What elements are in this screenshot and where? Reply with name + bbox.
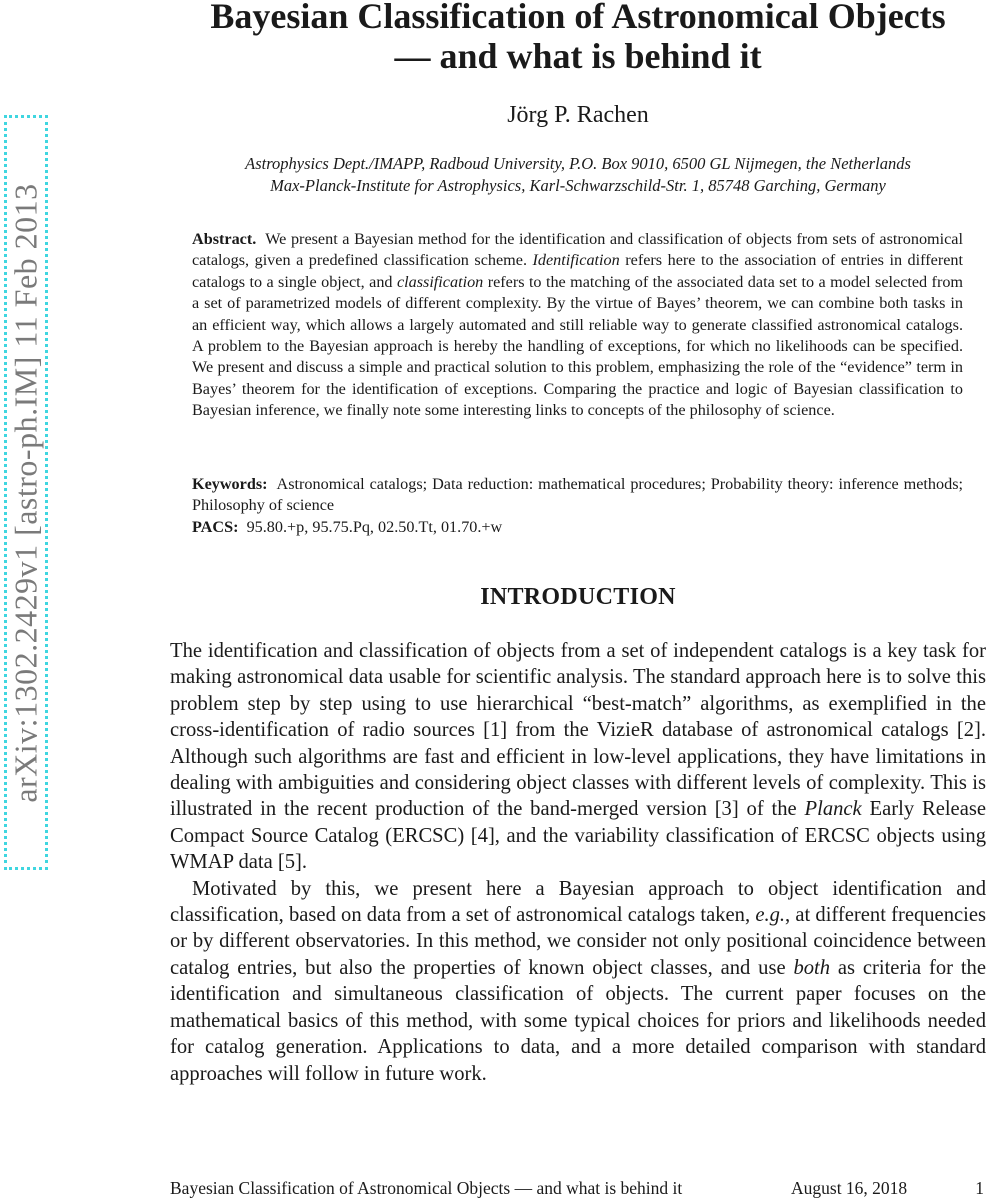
pacs-line: [192, 517, 963, 538]
abstract: [192, 229, 963, 422]
affiliation-1: Astrophysics Dept./IMAPP, Radboud University, P.O. Box 9010, 6500 GL Nijmegen, the Netherlands: [245, 154, 911, 173]
abstract-text-1: We present a Bayesian method for the identification and classification of objects from sets of astronomical catalogs, given a predefined classification scheme.: [192, 230, 963, 270]
title-line-2: — and what is behind it: [394, 36, 762, 76]
keywords-block: [192, 474, 963, 538]
intro-p2-emphasis-both: both: [793, 956, 831, 979]
intro-p2-emphasis-eg: e.g.: [755, 904, 786, 927]
footer-date: August 16, 2018: [791, 1178, 908, 1198]
page-number: 1: [975, 1178, 984, 1198]
intro-p1-text-b: Early Release Compact Source Catalog (ERCSC) [4], and the variability classification of ERCSC objects using WMAP data [5].: [170, 798, 986, 874]
abstract-term-identification: Identification: [532, 251, 620, 270]
intro-p1-emphasis: Planck: [804, 798, 862, 821]
keywords-label: Keywords:: [192, 475, 268, 493]
title-line-1: Bayesian Classification of Astronomical Objects: [210, 0, 946, 36]
author-name: Jörg P. Rachen: [507, 102, 649, 128]
intro-p2-text-b: , at different frequencies or by different observatories. In this method, we consider not only positional coincidence between catalog entries, but also the properties of known object classes, and use: [170, 904, 986, 979]
abstract-text-2: refers here to the association of entries in different catalogs to a single object, and: [192, 251, 963, 291]
keywords-line: [192, 474, 963, 517]
abstract-paragraph: [192, 229, 963, 422]
intro-p1-text-a: The identification and classification of objects from a set of independent catalogs is a key task for making astronomical data usable for scientific analysis. The standard approach here is to solve this problem step by step using to use hierarchical “best-match” algorithms, as exemplified in the cross-identification of radio sources [1] from the VizieR database of astronomical catalogs [2]. Although such algorithms are fast and efficient in low-level applications, they have limitations in dealing with ambiguities and considering object classes with different levels of complexity. This is illustrated in the recent production of the band-merged version [3] of the: [170, 640, 986, 821]
section-heading: INTRODUCTION: [480, 584, 676, 610]
pacs-text: 95.80.+p, 95.75.Pq, 02.50.Tt, 01.70.+w: [246, 517, 503, 536]
abstract-text-3: refers to the matching of the associated data set to a model selected from a set of parametrized models of different complexity. By the virtue of Bayes’ theorem, we can combine both tasks in an efficient way, which allows a largely automated and still reliable way to generate classified astronomical catalogs. A problem to the Bayesian approach is hereby the handling of exceptions, for which no likelihoods can be specified. We present and discuss a simple and practical solution to this problem, emphasizing the role of the “evidence” term in Bayes’ theorem for the identification of exceptions. Comparing the practice and logic of Bayesian classification to Bayesian inference, we finally note some interesting links to concepts of the philosophy of science.: [192, 272, 964, 420]
arxiv-identifier: arXiv:1302.2429v1 [astro-ph.IM] 11 Feb 2013: [7, 182, 44, 803]
intro-paragraph-2: [170, 876, 986, 1087]
introduction-body: [170, 638, 986, 1087]
pacs-label: PACS:: [192, 517, 239, 536]
arxiv-stamp: [4, 115, 48, 870]
abstract-term-classification: classification: [396, 272, 484, 291]
abstract-label: Abstract.: [192, 230, 257, 248]
affiliation-2: Max-Planck-Institute for Astrophysics, Karl-Schwarzschild-Str. 1, 85748 Garching, Germany: [270, 176, 886, 195]
intro-p2-text-c: as criteria for the identification and simultaneous classification of objects. The current paper focuses on the mathematical basics of this method, with some typical choices for priors and likelihoods needed for catalog generation. Applications to data, and a more detailed comparison with standard approaches will follow in future work.: [170, 956, 986, 1085]
intro-p2-text-a: Motivated by this, we present here a Bayesian approach to object identification and classification, based on data from a set of astronomical catalogs taken,: [170, 877, 986, 927]
running-title: Bayesian Classification of Astronomical Objects — and what is behind it: [170, 1178, 683, 1198]
paper-title: [170, 0, 986, 76]
keywords-text: Astronomical catalogs; Data reduction: mathematical procedures; Probability theory: inference methods; Philosophy of science: [192, 475, 963, 515]
intro-paragraph-1: [170, 638, 986, 876]
affiliations: [170, 153, 986, 197]
